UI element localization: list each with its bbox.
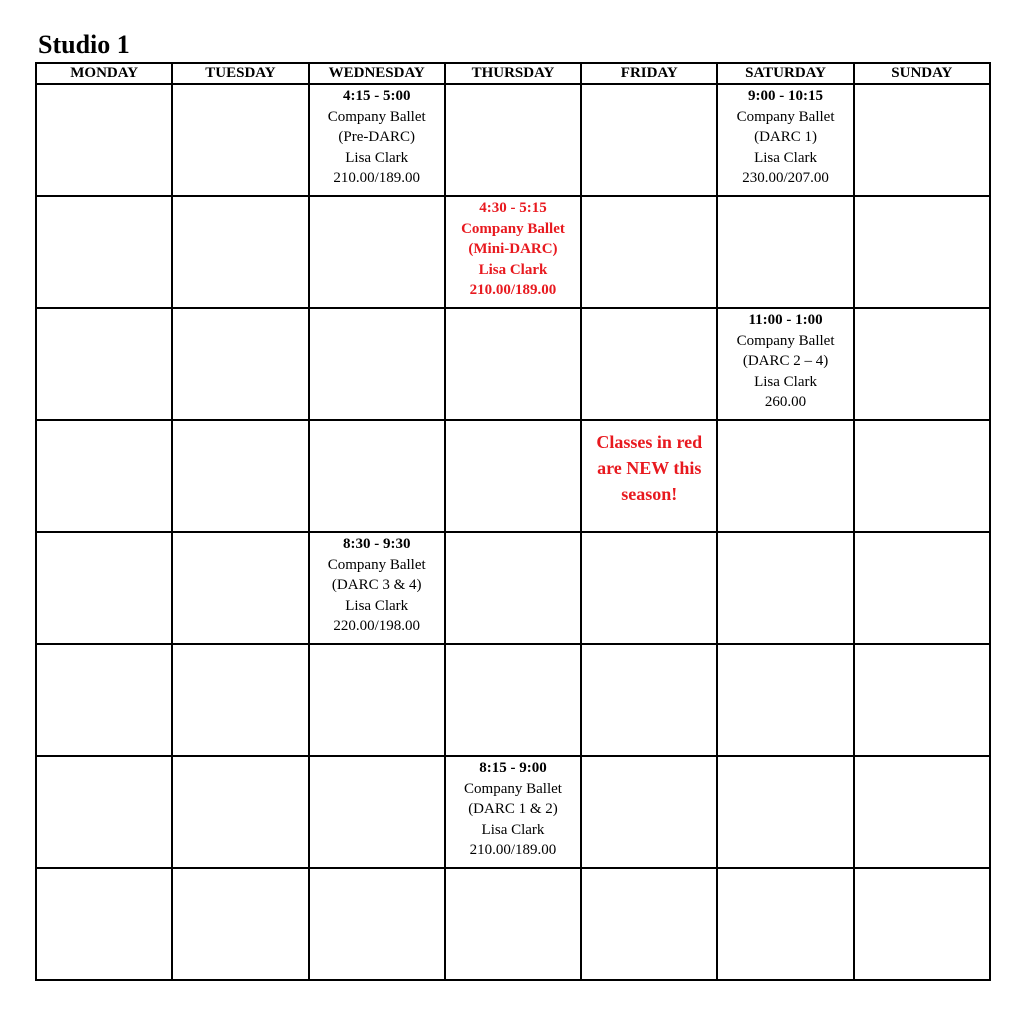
schedule-cell-sunday xyxy=(854,868,990,980)
schedule-body xyxy=(36,84,990,980)
class-price: 210.00/189.00 xyxy=(469,282,557,298)
class-time: 4:15 - 5:00 xyxy=(342,88,411,104)
schedule-cell-tuesday xyxy=(172,532,308,644)
class-entry xyxy=(718,85,852,189)
schedule-cell-thursday xyxy=(445,196,581,308)
schedule-cell-sunday xyxy=(854,308,990,420)
class-entry xyxy=(310,533,444,637)
schedule-cell-tuesday xyxy=(172,84,308,196)
class-entry xyxy=(446,757,580,861)
class-instructor: Lisa Clark xyxy=(478,261,548,278)
schedule-cell-sunday xyxy=(854,420,990,532)
class-time: 4:30 - 5:15 xyxy=(479,200,547,216)
day-header-wednesday: WEDNESDAY xyxy=(309,63,445,84)
schedule-cell-tuesday xyxy=(172,196,308,308)
class-name: Company Ballet xyxy=(461,220,565,237)
class-level: (Mini-DARC) xyxy=(468,241,558,257)
schedule-cell-saturday xyxy=(717,868,853,980)
schedule-cell-tuesday xyxy=(172,644,308,756)
schedule-cell-monday xyxy=(36,644,172,756)
class-level: (DARC 1 & 2) xyxy=(468,801,558,817)
schedule-cell-monday xyxy=(36,420,172,532)
schedule-cell-friday xyxy=(581,420,717,532)
schedule-cell-friday xyxy=(581,868,717,980)
schedule-cell-friday xyxy=(581,756,717,868)
schedule-row xyxy=(36,84,990,196)
schedule-cell-wednesday xyxy=(309,644,445,756)
class-entry xyxy=(718,309,852,413)
class-instructor: Lisa Clark xyxy=(754,149,817,166)
schedule-cell-tuesday xyxy=(172,308,308,420)
schedule-cell-monday xyxy=(36,532,172,644)
schedule-cell-friday xyxy=(581,84,717,196)
schedule-cell-saturday xyxy=(717,308,853,420)
day-header-saturday: SATURDAY xyxy=(717,63,853,84)
day-header-friday: FRIDAY xyxy=(581,63,717,84)
class-price: 220.00/198.00 xyxy=(333,618,421,634)
schedule-row xyxy=(36,420,990,532)
schedule-cell-wednesday xyxy=(309,308,445,420)
class-price: 230.00/207.00 xyxy=(742,170,829,186)
class-level: (DARC 1) xyxy=(754,129,817,145)
schedule-cell-monday xyxy=(36,868,172,980)
schedule-cell-wednesday xyxy=(309,756,445,868)
schedule-cell-tuesday xyxy=(172,868,308,980)
class-level: (DARC 2 – 4) xyxy=(742,353,829,369)
schedule-cell-saturday xyxy=(717,756,853,868)
schedule-cell-wednesday xyxy=(309,420,445,532)
schedule-cell-saturday xyxy=(717,420,853,532)
day-header-monday: MONDAY xyxy=(36,63,172,84)
class-time: 9:00 - 10:15 xyxy=(748,88,824,104)
schedule-cell-thursday xyxy=(445,308,581,420)
class-instructor: Lisa Clark xyxy=(481,821,545,838)
schedule-cell-thursday xyxy=(445,756,581,868)
class-entry xyxy=(310,85,444,189)
schedule-cell-sunday xyxy=(854,196,990,308)
class-level: (Pre-DARC) xyxy=(338,129,416,145)
schedule-cell-thursday xyxy=(445,532,581,644)
schedule-cell-saturday xyxy=(717,644,853,756)
class-price: 260.00 xyxy=(764,394,807,410)
schedule-cell-wednesday xyxy=(309,532,445,644)
class-instructor: Lisa Clark xyxy=(345,597,409,614)
schedule-cell-sunday xyxy=(854,644,990,756)
schedule-cell-monday xyxy=(36,308,172,420)
schedule-row xyxy=(36,756,990,868)
class-price: 210.00/189.00 xyxy=(469,842,557,858)
class-instructor: Lisa Clark xyxy=(754,373,817,390)
schedule-cell-friday xyxy=(581,196,717,308)
page-title: Studio 1 xyxy=(38,30,130,59)
schedule-cell-monday xyxy=(36,756,172,868)
class-name: Company Ballet xyxy=(736,332,835,349)
schedule-cell-thursday xyxy=(445,84,581,196)
schedule-cell-tuesday xyxy=(172,420,308,532)
schedule-cell-saturday xyxy=(717,84,853,196)
day-header-row xyxy=(36,63,990,84)
schedule-cell-wednesday xyxy=(309,868,445,980)
new-classes-note: Classes in red are NEW this season! xyxy=(596,432,703,504)
schedule-cell-monday xyxy=(36,84,172,196)
class-entry xyxy=(446,197,580,301)
class-name: Company Ballet xyxy=(464,780,562,797)
schedule-cell-sunday xyxy=(854,756,990,868)
class-level: (DARC 3 & 4) xyxy=(331,577,422,593)
schedule-cell-friday xyxy=(581,308,717,420)
schedule-cell-thursday xyxy=(445,420,581,532)
schedule-row xyxy=(36,196,990,308)
schedule-row xyxy=(36,308,990,420)
schedule-table xyxy=(35,62,991,981)
schedule-cell-monday xyxy=(36,196,172,308)
day-header-thursday: THURSDAY xyxy=(445,63,581,84)
class-time: 11:00 - 1:00 xyxy=(748,312,823,328)
schedule-cell-sunday xyxy=(854,532,990,644)
schedule-row xyxy=(36,868,990,980)
schedule-cell-sunday xyxy=(854,84,990,196)
schedule-row xyxy=(36,644,990,756)
day-header-tuesday: TUESDAY xyxy=(172,63,308,84)
class-name: Company Ballet xyxy=(736,108,835,125)
schedule-cell-thursday xyxy=(445,644,581,756)
schedule-cell-friday xyxy=(581,644,717,756)
schedule-cell-wednesday xyxy=(309,196,445,308)
class-instructor: Lisa Clark xyxy=(345,149,409,166)
schedule-cell-wednesday xyxy=(309,84,445,196)
class-time: 8:15 - 9:00 xyxy=(479,760,547,776)
schedule-row xyxy=(36,532,990,644)
schedule-cell-thursday xyxy=(445,868,581,980)
day-header-sunday: SUNDAY xyxy=(854,63,990,84)
class-name: Company Ballet xyxy=(327,108,426,125)
class-price: 210.00/189.00 xyxy=(333,170,421,186)
schedule-cell-tuesday xyxy=(172,756,308,868)
class-name: Company Ballet xyxy=(327,556,426,573)
class-time: 8:30 - 9:30 xyxy=(342,536,411,552)
schedule-cell-saturday xyxy=(717,532,853,644)
schedule-cell-friday xyxy=(581,532,717,644)
schedule-cell-saturday xyxy=(717,196,853,308)
